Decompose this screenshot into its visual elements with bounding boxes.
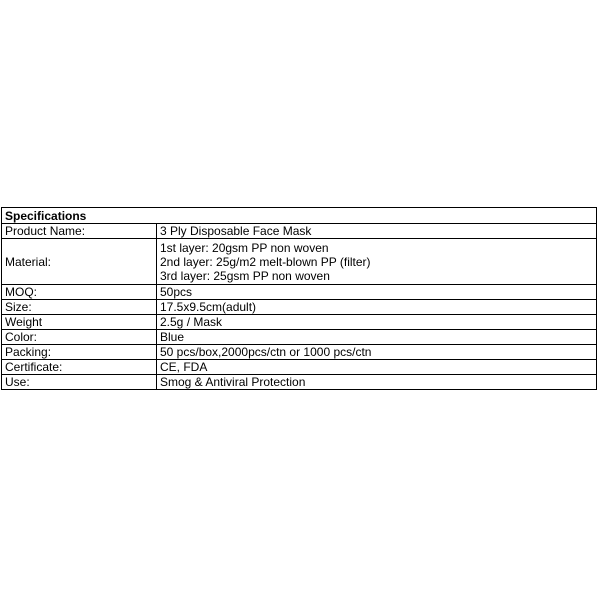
row-label: Weight <box>2 315 157 330</box>
material-layer-2: 2nd layer: 25g/m2 melt-blown PP (filter) <box>160 254 371 269</box>
material-layer-1: 1st layer: 20gsm PP non woven <box>160 240 329 255</box>
row-value <box>157 239 597 285</box>
row-label: Use: <box>2 375 157 390</box>
row-value: CE, FDA <box>157 360 597 375</box>
row-label: Size: <box>2 300 157 315</box>
row-label: Material: <box>2 239 157 285</box>
table-row-product-name <box>2 224 597 239</box>
specifications-heading: Specifications <box>2 208 597 224</box>
table-row-size <box>2 300 597 315</box>
table-row-certificate <box>2 360 597 375</box>
row-value: 17.5x9.5cm(adult) <box>157 300 597 315</box>
row-value: 50pcs <box>157 285 597 300</box>
material-layer-3: 3rd layer: 25gsm PP non woven <box>160 268 330 283</box>
row-label: Color: <box>2 330 157 345</box>
row-value: 3 Ply Disposable Face Mask <box>157 224 597 239</box>
row-label: MOQ: <box>2 285 157 300</box>
row-value: 2.5g / Mask <box>157 315 597 330</box>
row-label: Product Name: <box>2 224 157 239</box>
specifications-table <box>1 207 597 390</box>
table-row-use <box>2 375 597 390</box>
row-value: 50 pcs/box,2000pcs/ctn or 1000 pcs/ctn <box>157 345 597 360</box>
table-row-color <box>2 330 597 345</box>
table-row-moq <box>2 285 597 300</box>
row-label: Certificate: <box>2 360 157 375</box>
row-value: Smog & Antiviral Protection <box>157 375 597 390</box>
row-label: Packing: <box>2 345 157 360</box>
row-value: Blue <box>157 330 597 345</box>
table-row-packing <box>2 345 597 360</box>
table-row-weight <box>2 315 597 330</box>
table-row-material <box>2 239 597 285</box>
table-heading-row <box>2 208 597 224</box>
